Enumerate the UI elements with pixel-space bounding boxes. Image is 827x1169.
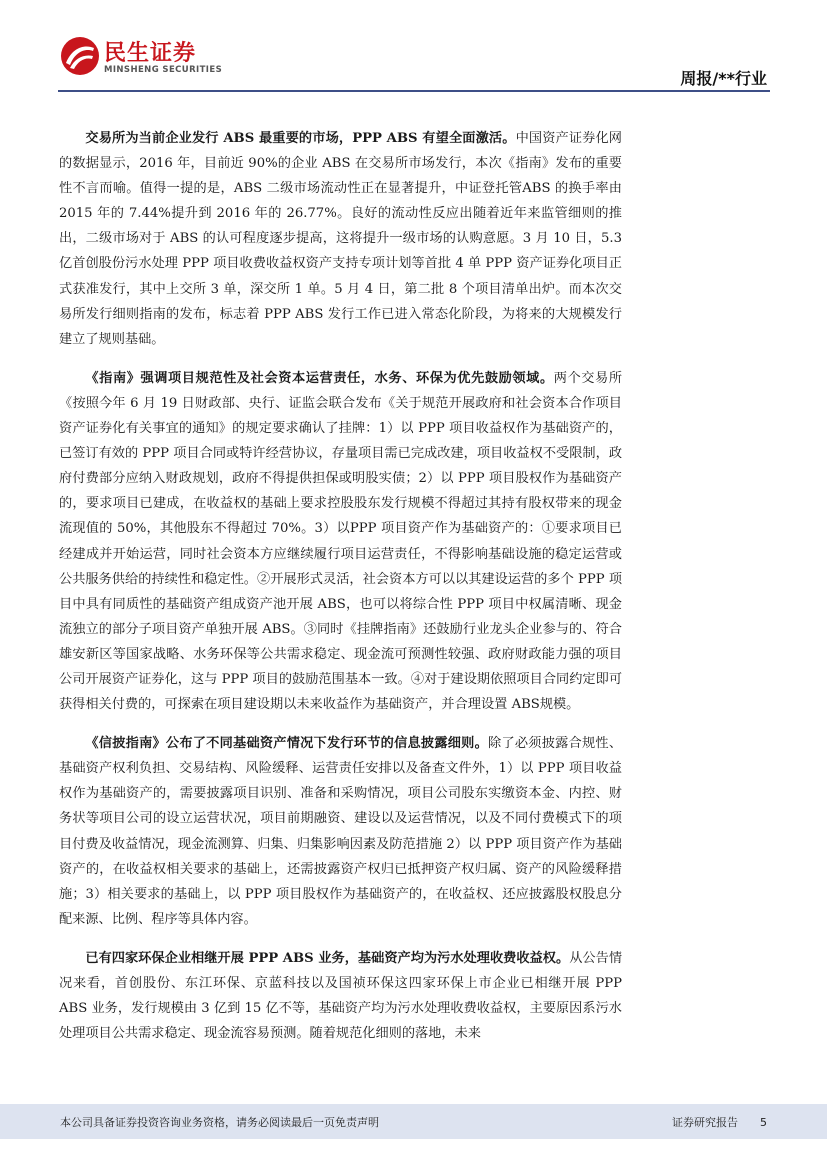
paragraph-text: 除了必须披露合规性、基础资产权利负担、交易结构、风险缓释、运营责任安排以及备查文件外，1）以 PPP 项目收益权作为基础资产的，需要披露项目识别、准备和采购情况，项目公司股东实缴资本金、内控、财务状等项目公司的设立运营状况，项目前期融资、建设以及运营情况，以及不同付费模式下的项目付费及收益情况，现金流测算、归集、归集影响因素及防范措施 2）以 PPP 项目资产作为基础资产的，在收益权相关要求的基础上，还需披露资产权归已抵押资产权归属、资产的风险缓释措施；3）相关要求的基础上，以 PPP 项目股权作为基础资产的，在收益权、还应披露股权股息分配来源、比例、程序等具体内容。 bbox=[59, 736, 623, 927]
footer-right bbox=[672, 1114, 767, 1130]
minsheng-logo-icon bbox=[60, 36, 100, 76]
paragraph bbox=[59, 366, 622, 717]
logo-english-name: MINSHENG SECURITIES bbox=[104, 65, 223, 75]
paragraph bbox=[59, 126, 622, 352]
paragraph-text: 从公告情况来看，首创股份、东江环保、京蓝科技以及国祯环保这四家环保上市企业已相继开展 PPP ABS 业务，发行规模由 3 亿到 15 亿不等，基础资产均为污水处理收费收益权，主要原因系污水处理项目公共需求稳定、现金流容易预测。随着规范化细则的落地，未来 bbox=[59, 950, 623, 1042]
page-header bbox=[0, 0, 827, 100]
minsheng-logo bbox=[60, 36, 223, 80]
report-type: 周报/**行业 bbox=[680, 69, 767, 88]
report-body bbox=[59, 126, 622, 1060]
report-label: 证券研究报告 bbox=[672, 1116, 738, 1129]
footer-disclaimer: 本公司具备证券投资咨询业务资格，请务必阅读最后一页免责声明 bbox=[60, 1116, 379, 1129]
page-number: 5 bbox=[760, 1116, 767, 1129]
paragraph-text: 中国资产证券化网的数据显示，2016 年，目前近 90%的企业 ABS 在交易所市场发行，本次《指南》发布的重要性不言而喻。值得一提的是，ABS 二级市场流动性正在显著提升，中证登托管ABS 的换手率由 2015 年的 7.44%提升到 2016 年的 26.77%。良好的流动性反应出随着近年来监管细则的推出，二级市场对于 ABS 的认可程度逐步提高，这将提升一级市场的认购意愿。3 月 10 日，5.3 亿首创股份污水处理 PPP 项目收费收益权资产支持专项计划等首批 4 单 PPP 资产证券化项目正式获准发行，其中上交所 3 单，深交所 1 单。5 月 4 日，第二批 8 个项目清单出炉。而本次交易所发行细则指南的发布，标志着 PPP ABS 发行工作已进入常态化阶段，为将来的大规模发行建立了规则基础。 bbox=[59, 131, 622, 347]
paragraph bbox=[59, 731, 622, 932]
paragraph bbox=[59, 946, 622, 1046]
paragraph-text: 两个交易所《按照今年 6 月 19 日财政部、央行、证监会联合发布《关于规范开展政府和社会资本合作项目资产证券化有关事宜的通知》的规定要求确认了挂牌：1）以 PPP 项目收益权作为基础资产的，已签订有效的 PPP 项目合同或特许经营协议，存量项目需已完成改建，项目收益权不受限制，政府付费部分应纳入财政规划，政府不得提供担保或明股实债；2）以 PPP 项目股权作为基础资产的，要求项目已建成，在收益权的基础上要求控股股东发行规模不得超过其持有股权带来的现金流现值的 50%，其他股东不得超过 70%。3）以PPP 项目资产作为基础资产的：①要求项目已经建成并开始运营，同时社会资本方应继续履行项目运营责任，不得影响基础设施的稳定运营或公共服务供给的持续性和稳定性。②开展形式灵活，社会资本方可以以其建设运营的多个 PPP 项目中具有同质性的基础资产组成资产池开展 ABS，也可以将综合性 PPP 项目中权属清晰、现金流独立的部分子项目资产单独开展 ABS。③同时《挂牌指南》还鼓励行业龙头企业参与的、符合雄安新区等国家战略、水务环保等公共需求稳定、现金流可预测性较强、政府财政能力强的项目公司开展资产证券化，这与 PPP 项目的鼓励范围基本一致。④对于建设期依照项目合同约定即可获得相关付费的，可探索在项目建设期以未来收益作为基础资产，并合理设置 ABS规模。 bbox=[59, 370, 623, 713]
header-divider bbox=[58, 90, 770, 92]
paragraph-lead: 《指南》强调项目规范性及社会资本运营责任，水务、环保为优先鼓励领域。 bbox=[85, 370, 554, 386]
paragraph-lead: 交易所为当前企业发行 ABS 最重要的市场，PPP ABS 有望全面激活。 bbox=[85, 131, 516, 146]
page-footer bbox=[0, 1104, 827, 1139]
paragraph-lead: 已有四家环保企业相继开展 PPP ABS 业务，基础资产均为污水处理收费收益权。 bbox=[85, 950, 570, 966]
paragraph-lead: 《信披指南》公布了不同基础资产情况下发行环节的信息披露细则。 bbox=[85, 736, 489, 752]
logo-chinese-name: 民生证券 bbox=[104, 41, 197, 66]
